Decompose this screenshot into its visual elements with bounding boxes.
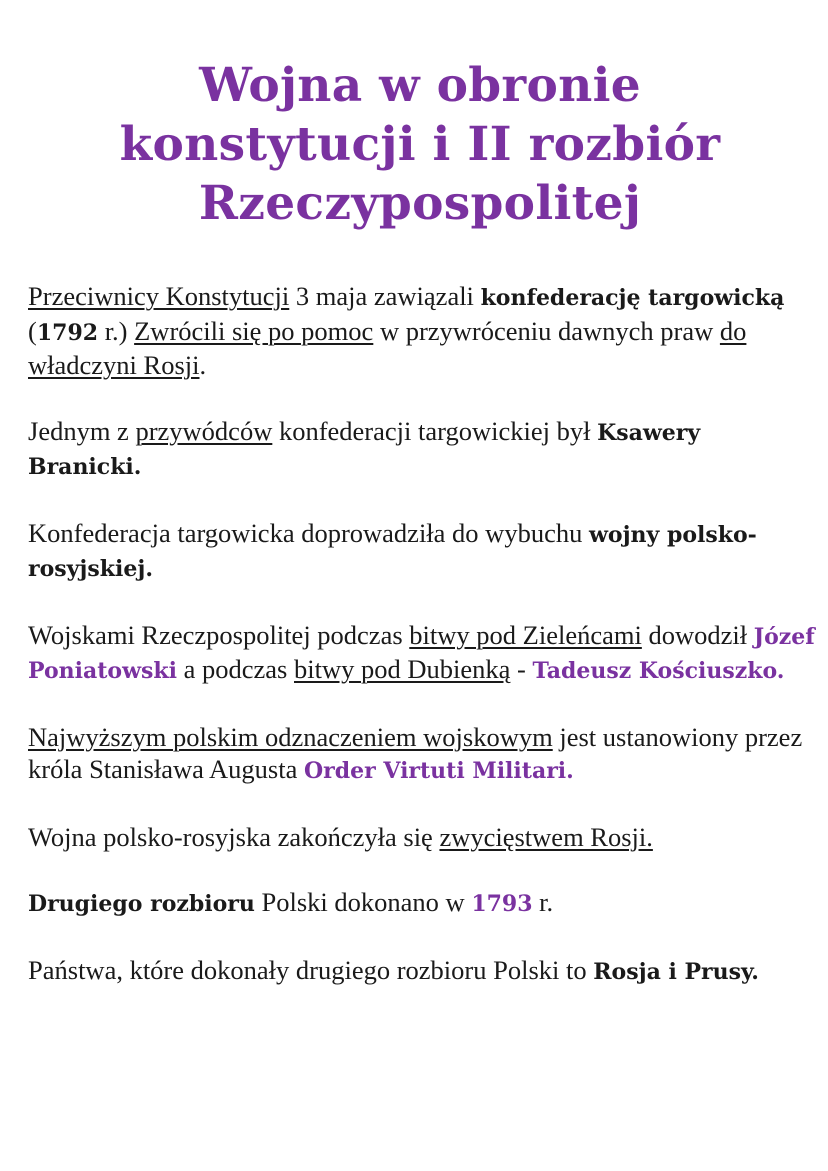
paragraph-outcome [28,821,818,854]
bold-term: wojny polsko-rosyjskiej. [28,521,757,582]
underlined-phrase: Zwrócili się po pomoc [134,315,374,346]
text-run: r.) [98,315,135,346]
underlined-phrase: bitwy pod Dubienką [294,654,511,684]
text-run: jest ustanowiony przez króla Stanisława Augusta [28,721,803,784]
underlined-phrase: zwycięstwem Rosji. [439,821,653,852]
paragraph-war [28,517,818,586]
bold-term: Rosja i Prusy. [593,958,759,985]
text-run: ( [28,315,37,346]
underlined-phrase: do władczyni Rosji [28,315,747,380]
bold-term: Ksawery Branicki. [28,419,701,480]
bold-year: 1792 [36,319,99,346]
bold-term: Drugiego rozbioru [28,891,255,917]
text-run: . [199,350,207,380]
text-run: Państwa, które dokonały drugiego rozbioru Polski to [28,954,594,985]
highlighted-name: Tadeusz Kościuszko. [532,658,785,684]
text-run: dowodził [641,619,754,650]
text-run: 3 maja zawiązali [289,281,481,311]
title-line-1: Wojna w obronie [199,58,641,113]
title-line-2: konstytucji i II rozbiór [119,117,721,172]
underlined-phrase: przywódców [135,415,273,446]
page-title [30,56,810,233]
paragraph-leader [28,415,818,484]
document-body [28,280,818,1021]
bold-term: konfederację targowicką [480,285,785,311]
paragraph-battles [28,619,818,688]
text-run: Wojna polsko-rosyjska zakończyła się [28,821,440,852]
paragraph-partition [28,886,818,921]
paragraph-states [28,954,818,989]
text-run: Konfederacja targowicka doprowadziła do wybuchu [28,517,589,548]
text-run: Polski dokonano w [254,887,472,917]
highlighted-year: 1793 [471,891,533,917]
text-run: Wojskami Rzeczpospolitej podczas [28,619,410,650]
text-run: Jednym z [28,415,136,446]
underlined-phrase: bitwy pod Zieleńcami [409,619,642,650]
text-run: konfederacji targowickiej był [272,415,598,446]
paragraph-order [28,721,818,788]
text-run: r. [532,887,554,917]
title-line-3: Rzeczypospolitej [198,176,642,231]
underlined-phrase: Najwyższym polskim odznaczeniem wojskowym [28,721,553,752]
highlighted-term: Order Virtuti Militari. [304,758,574,784]
paragraph-targowica [28,280,818,382]
text-run: w przywróceniu dawnych praw [373,315,720,346]
text-run: - [510,654,533,684]
underlined-phrase: Przeciwnicy Konstytucji [28,281,290,311]
text-run: a podczas [177,654,294,684]
highlighted-name: Józef Poniatowski [28,623,815,684]
